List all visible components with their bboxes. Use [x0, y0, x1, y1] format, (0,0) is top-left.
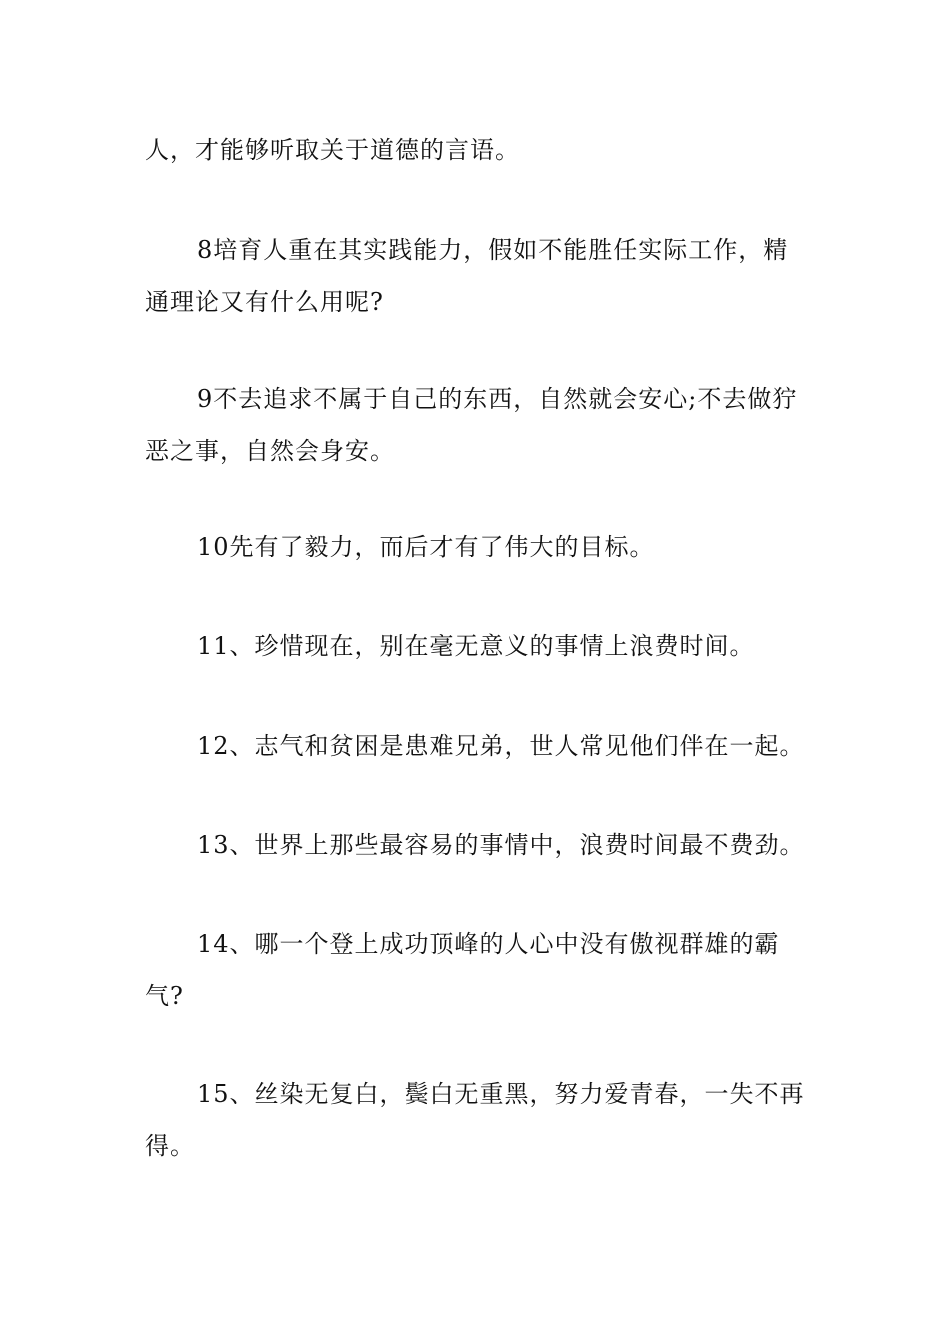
paragraph-item-14: 14、哪一个登上成功顶峰的人心中没有傲视群雄的霸气?	[145, 930, 780, 1010]
paragraph-item-10: 10先有了毅力，而后才有了伟大的目标。	[197, 533, 655, 561]
paragraph-item-8: 8培育人重在其实践能力，假如不能胜任实际工作，精通理论又有什么用呢?	[145, 236, 789, 316]
paragraph-item-9: 9不去追求不属于自己的东西，自然就会安心;不去做狞恶之事，自然会身安。	[145, 385, 798, 465]
paragraph-item-12: 12、志气和贫困是患难兄弟，世人常见他们伴在一起。	[197, 732, 805, 760]
paragraph-item-13: 13、世界上那些最容易的事情中，浪费时间最不费劲。	[197, 831, 805, 859]
paragraph-item-15: 15、丝染无复白，鬓白无重黑，努力爱青春，一失不再得。	[145, 1080, 805, 1160]
paragraph-item-11: 11、珍惜现在，别在毫无意义的事情上浪费时间。	[197, 632, 755, 660]
paragraph-continuation: 人，才能够听取关于道德的言语。	[145, 136, 520, 164]
